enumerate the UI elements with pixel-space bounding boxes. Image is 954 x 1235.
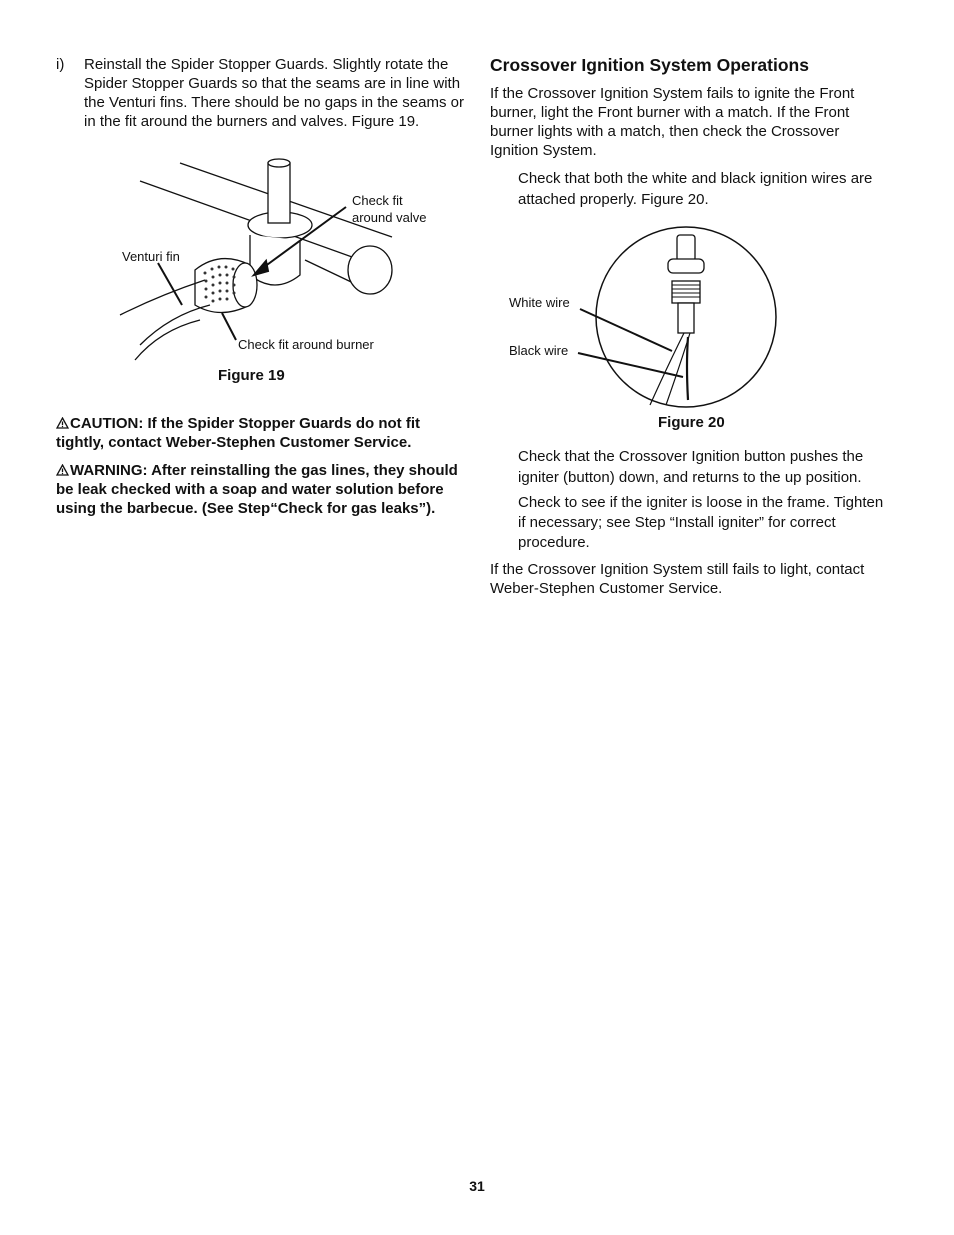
section-heading: Crossover Ignition System Operations (490, 55, 809, 75)
manifold-pipe-end (348, 246, 392, 294)
valve-stem-top (268, 159, 290, 167)
burner-leader-line (222, 313, 236, 340)
venturi-fin-upper (120, 280, 205, 315)
callout-valve-line2: around valve (352, 210, 427, 225)
venturi-leader-line (158, 263, 182, 305)
igniter-button (677, 235, 695, 261)
black-wire-leader (578, 353, 683, 377)
figure-20-illustration (500, 225, 785, 415)
left-column (56, 55, 466, 131)
intro-paragraph: If the Crossover Ignition System fails to ignite the Front burner, light the Front burner with a match. If the Front burner lights with a match, then check the Crossover Ignition System. (490, 85, 855, 159)
warning-text: WARNING: After reinstalling the gas lines, they should be leak checked with a soap and water solution before using the barbecue. (See Step“Check for gas leaks”). (56, 462, 458, 517)
caution-triangle-icon (56, 417, 69, 429)
callout-valve-line1: Check fit (352, 193, 403, 208)
figure-20-label: Figure 20 (658, 414, 725, 431)
check-button-item: Check that the Crossover Ignition button pushes the igniter (button) down, and returns to the up position. (518, 448, 864, 486)
callout-black-wire: Black wire (509, 343, 569, 358)
warning-triangle-icon (56, 464, 69, 476)
white-wire-leader (580, 309, 672, 351)
check-wires-item: Check that both the white and black ignition wires are attached properly. Figure 20. (518, 170, 873, 208)
valve-stem (268, 163, 290, 223)
page-number: 31 (469, 1178, 485, 1194)
callout-white-wire: White wire (509, 295, 570, 310)
igniter-cap (668, 259, 704, 273)
right-column-lower (490, 446, 890, 598)
igniter-threaded-body (672, 281, 700, 303)
igniter-shaft (678, 303, 694, 333)
reinstall-step (56, 55, 466, 131)
caution-text: CAUTION: If the Spider Stopper Guards do not fit tightly, contact Weber-Stephen Customer Service. (56, 415, 420, 451)
closing-paragraph: If the Crossover Ignition System still fails to light, contact Weber-Stephen Customer Service. (490, 561, 865, 597)
check-loose-item: Check to see if the igniter is loose in the frame. Tighten if necessary; see Step “Install igniter” for correct procedure. (518, 494, 884, 551)
figure-19-illustration (110, 155, 460, 370)
spider-guard-rim (233, 263, 257, 307)
caution-note (56, 414, 466, 452)
step-text: Reinstall the Spider Stopper Guards. Slightly rotate the Spider Stopper Guards so that the seams are in line with the Venturi fins. There should be no gaps in the seams or in the fit around the burners and valves. Figure 19. (84, 56, 464, 130)
callout-burner: Check fit around burner (238, 337, 374, 352)
right-column (490, 55, 890, 210)
figure-19-label: Figure 19 (218, 367, 285, 384)
safety-notes (56, 414, 466, 518)
black-wire (687, 337, 688, 400)
callout-venturi-fin: Venturi fin (122, 249, 180, 264)
venturi-fin-lower (140, 305, 210, 345)
warning-note (56, 461, 466, 518)
step-marker: i) (56, 56, 65, 73)
